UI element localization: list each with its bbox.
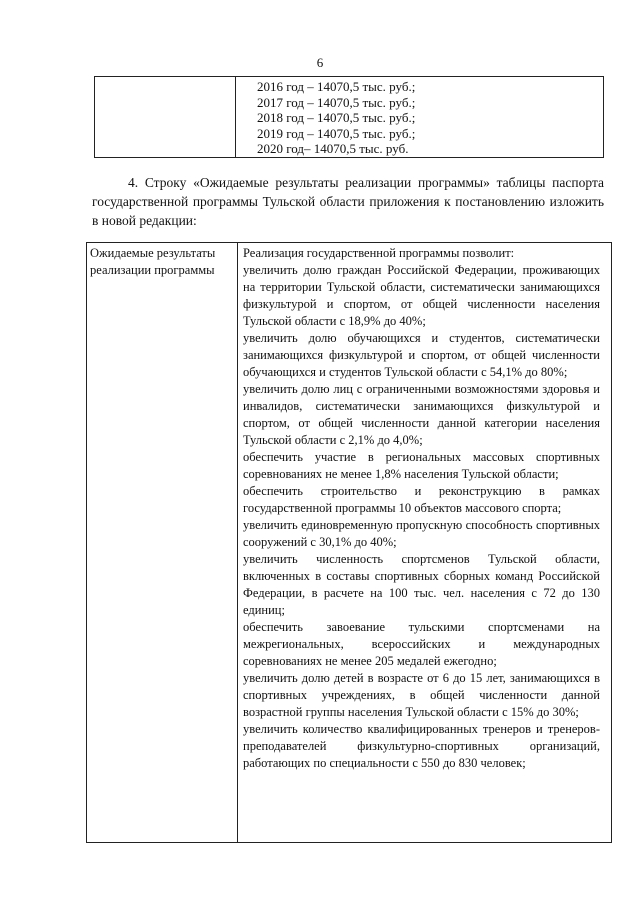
funding-table-fragment	[94, 76, 604, 158]
funding-lines	[257, 79, 415, 157]
funding-line-2020: 2020 год– 14070,5 тыс. руб.	[257, 141, 409, 156]
result-item: обеспечить завоевание тульскими спортсменами на межрегиональных, всероссийских и международных соревнованиях не менее 205 медалей ежегодно;	[243, 620, 600, 668]
amendment-instruction	[92, 173, 604, 230]
result-item: обеспечить строительство и реконструкцию в рамках государственной программы 10 объектов массового спорта;	[243, 484, 600, 515]
expected-results-table	[86, 242, 612, 843]
table-column-divider	[237, 243, 238, 842]
result-item: увеличить долю детей в возрасте от 6 до 15 лет, занимающихся в спортивных учреждениях, в общей численности данной возрастной группы населения Тульской области с 15% до 30%;	[243, 671, 600, 719]
results-intro: Реализация государственной программы позволит:	[243, 246, 515, 260]
result-item: увеличить численность спортсменов Тульской области, включенных в составы спортивных сборных команд Российской Федерации, в расчете на 100 тыс. чел. населения с 72 до 130 единиц;	[243, 552, 600, 617]
instruction-paragraph: 4. Строку «Ожидаемые результаты реализации программы» таблицы паспорта государственной программы Тульской области приложения к постановлению изложить в новой редакции:	[92, 175, 604, 228]
result-item: обеспечить участие в региональных массовых спортивных соревнованиях не менее 1,8% населения Тульской области;	[243, 450, 600, 481]
funding-line-2018: 2018 год – 14070,5 тыс. руб.;	[257, 110, 416, 125]
results-list	[243, 245, 600, 772]
result-item: увеличить количество квалифицированных тренеров и тренеров-преподавателей физкультурно-спортивных организаций, работающих по специальности с 550 до 830 человек;	[243, 722, 600, 770]
result-item: увеличить долю граждан Российской Федерации, проживающих на территории Тульской области, систематически занимающихся физкультурой и спортом, от общей численности населения Тульской области с 18,9% до 40%;	[243, 263, 600, 328]
funding-line-2019: 2019 год – 14070,5 тыс. руб.;	[257, 125, 416, 141]
table-column-divider	[235, 77, 236, 157]
result-item: увеличить единовременную пропускную способность спортивных сооружений с 30,1% до 40%;	[243, 518, 600, 549]
result-item: увеличить долю лиц с ограниченными возможностями здоровья и инвалидов, систематически занимающихся физкультурой и спортом, от общей численности данной категории населения Тульской области с 2,1% до 4,0%;	[243, 382, 600, 447]
funding-line-2016: 2016 год – 14070,5 тыс. руб.;	[257, 79, 416, 94]
result-item: увеличить долю обучающихся и студентов, систематически занимающихся физкультурой и спортом, от общей численности обучающихся и студентов Тульской области с 54,1% до 80%;	[243, 331, 600, 379]
page-number: 6	[316, 55, 324, 70]
row-label: Ожидаемые результаты реализации программы	[90, 246, 216, 277]
funding-line-2017: 2017 год – 14070,5 тыс. руб.;	[257, 94, 416, 110]
